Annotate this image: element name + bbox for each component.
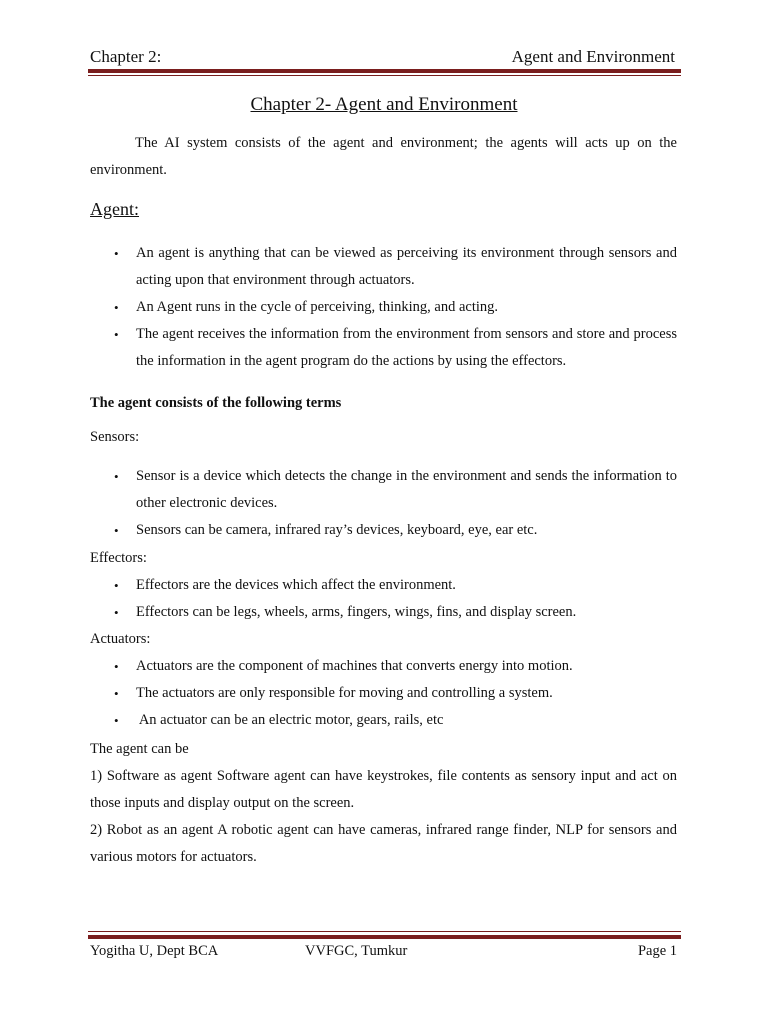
bullet-text: An actuator can be an electric motor, gears, rails, etc [136, 712, 444, 728]
bullet-text: Effectors are the devices which affect the environment. [136, 577, 456, 593]
bullet-text: Effectors can be legs, wheels, arms, fingers, wings, fins, and display screen. [136, 604, 577, 620]
list-item [0, 294, 677, 321]
bullet-text: The agent receives the information from the environment from sensors and store and process the information in the agent program do the actions by using the effectors. [136, 326, 677, 369]
bullet-icon: • [114, 713, 119, 728]
robot-agent-paragraph: 2) Robot as an agent A robotic agent can have cameras, infrared range finder, NLP for sensors and various motors for actuators. [90, 822, 677, 865]
list-item [0, 707, 677, 734]
actuators-bullet-list [0, 653, 768, 734]
intro-paragraph: The AI system consists of the agent and environment; the agents will acts up on the environment. [90, 135, 677, 178]
list-item [0, 517, 677, 544]
bullet-text: An agent is anything that can be viewed as perceiving its environment through sensors and acting upon that environment through actuators. [136, 245, 677, 288]
page-title: Chapter 2- Agent and Environment [250, 94, 518, 115]
agent-heading: Agent: [90, 199, 139, 219]
footer-college: VVFGC, Tumkur [305, 943, 408, 959]
sensors-label: Sensors: [90, 429, 140, 445]
list-item [0, 240, 677, 294]
list-item [0, 653, 677, 680]
list-item [0, 572, 677, 599]
bullet-icon: • [114, 246, 119, 261]
footer-author: Yogitha U, Dept BCA [90, 943, 219, 959]
effectors-bullet-list [0, 572, 768, 626]
terms-heading: The agent consists of the following terms [90, 395, 342, 411]
software-agent-paragraph: 1) Software as agent Software agent can have keystrokes, file contents as sensory input and act on those inputs and display output on the screen. [90, 768, 677, 811]
bullet-text: Actuators are the component of machines that converts energy into motion. [136, 658, 573, 674]
bullet-icon: • [114, 469, 119, 484]
sensors-bullet-list [0, 463, 768, 544]
bullet-icon: • [114, 523, 119, 538]
bullet-icon: • [114, 300, 119, 315]
bullet-text: The actuators are only responsible for moving and controlling a system. [136, 685, 553, 701]
bullet-text: Sensors can be camera, infrared ray’s devices, keyboard, eye, ear etc. [136, 522, 538, 538]
bullet-text: Sensor is a device which detects the change in the environment and sends the information to other electronic devices. [136, 468, 677, 511]
agent-can-label: The agent can be [90, 741, 189, 757]
bullet-icon: • [114, 659, 119, 674]
effectors-label: Effectors: [90, 550, 147, 566]
list-item [0, 321, 677, 375]
footer-page-number: Page 1 [637, 943, 677, 959]
footer-rule [88, 935, 681, 939]
bullet-icon: • [114, 605, 119, 620]
list-item [0, 599, 677, 626]
bullet-icon: • [114, 578, 119, 593]
list-item [0, 463, 677, 517]
header-rule-thin [88, 75, 681, 76]
bullet-icon: • [114, 327, 119, 342]
footer-rule-thin [88, 931, 681, 932]
list-item [0, 680, 677, 707]
header-chapter: Chapter 2: [90, 47, 162, 66]
actuators-label: Actuators: [90, 631, 151, 647]
agent-bullet-list [0, 240, 768, 375]
header-topic: Agent and Environment [511, 47, 675, 66]
bullet-text: An Agent runs in the cycle of perceiving, thinking, and acting. [136, 299, 499, 315]
bullet-icon: • [114, 686, 119, 701]
header-rule [88, 69, 681, 73]
